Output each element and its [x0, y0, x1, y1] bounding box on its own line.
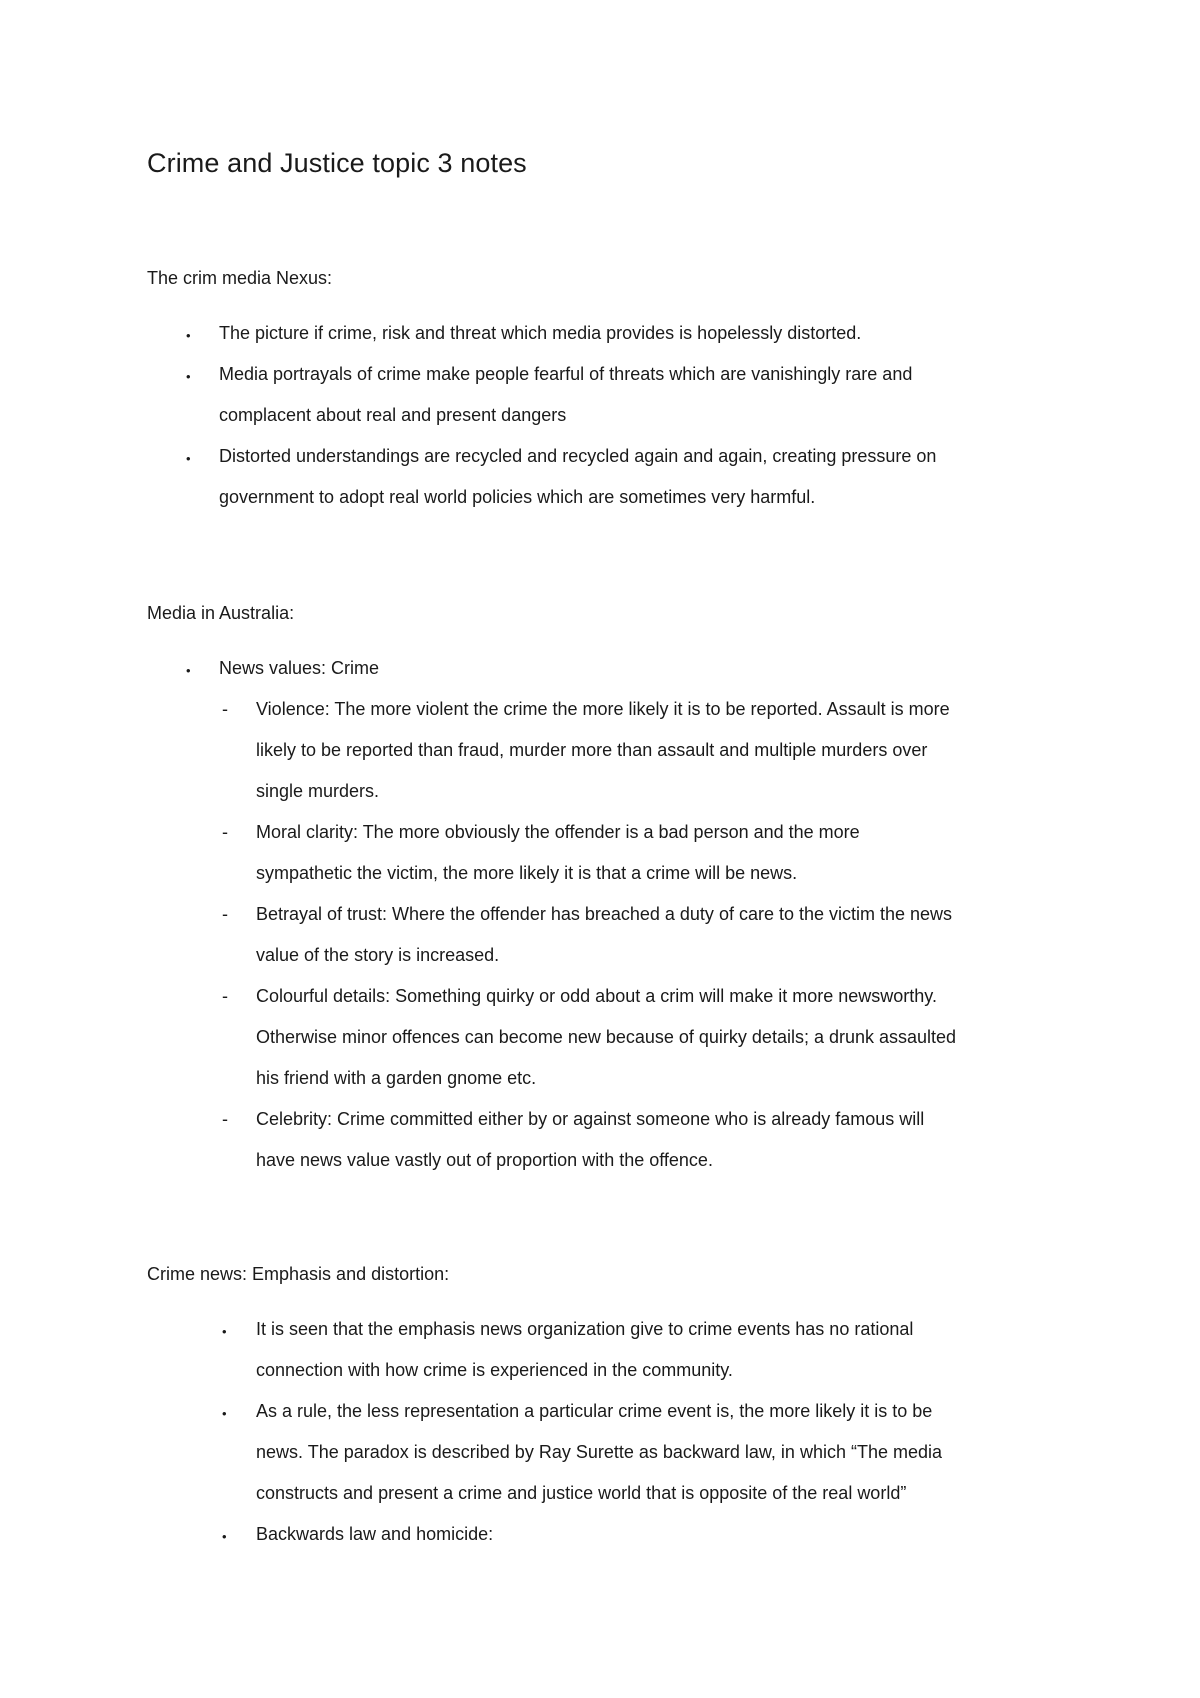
- bullet-marker: •: [186, 369, 191, 384]
- list-item-line: constructs and present a crime and justice world that is opposite of the real world”: [256, 1483, 907, 1503]
- dash-marker: -: [222, 904, 228, 924]
- list-item-line: News values: Crime: [219, 658, 380, 678]
- list-item-line: The picture if crime, risk and threat which media provides is hopelessly distorted.: [219, 323, 862, 343]
- sub-item-line: have news value vastly out of proportion with the offence.: [256, 1150, 713, 1170]
- sub-item-line: Colourful details: Something quirky or odd about a crim will make it more newsworthy.: [256, 986, 937, 1006]
- section-heading-media-in-australia: Media in Australia:: [147, 603, 295, 623]
- bullet-marker: •: [186, 451, 191, 466]
- sub-item-line: Celebrity: Crime committed either by or against someone who is already famous will: [256, 1109, 925, 1129]
- list-item-line: connection with how crime is experienced in the community.: [256, 1360, 733, 1380]
- sub-item-line: value of the story is increased.: [256, 945, 500, 965]
- sub-item-line: likely to be reported than fraud, murder more than assault and multiple murders over: [256, 740, 928, 760]
- dash-marker: -: [222, 822, 228, 842]
- sub-item-line: Betrayal of trust: Where the offender has breached a duty of care to the victim the news: [256, 904, 953, 924]
- sub-item-line: Moral clarity: The more obviously the offender is a bad person and the more: [256, 822, 860, 842]
- sub-item-line: single murders.: [256, 781, 380, 801]
- bullet-marker: •: [186, 663, 191, 678]
- bullet-marker: •: [222, 1406, 227, 1421]
- bullet-marker: •: [222, 1324, 227, 1339]
- list-item-line: As a rule, the less representation a particular crime event is, the more likely it is to be: [256, 1401, 933, 1421]
- bullet-marker: •: [222, 1529, 227, 1544]
- bullet-marker: •: [186, 328, 191, 343]
- sub-item-line: sympathetic the victim, the more likely it is that a crime will be news.: [256, 863, 798, 883]
- document-title: Crime and Justice topic 3 notes: [147, 148, 527, 178]
- list-item-line: Distorted understandings are recycled and recycled again and again, creating pressure on: [219, 446, 937, 466]
- dash-marker: -: [222, 1109, 228, 1129]
- list-item-line: complacent about real and present dangers: [219, 405, 567, 425]
- sub-item-line: his friend with a garden gnome etc.: [256, 1068, 537, 1088]
- dash-marker: -: [222, 986, 228, 1006]
- list-item-line: government to adopt real world policies which are sometimes very harmful.: [219, 487, 816, 507]
- section-heading-crime-news: Crime news: Emphasis and distortion:: [147, 1264, 450, 1284]
- list-item-line: Backwards law and homicide:: [256, 1524, 494, 1544]
- list-item-line: Media portrayals of crime make people fearful of threats which are vanishingly rare and: [219, 364, 913, 384]
- dash-marker: -: [222, 699, 228, 719]
- list-item-line: news. The paradox is described by Ray Surette as backward law, in which “The media: [256, 1442, 943, 1462]
- sub-item-line: Violence: The more violent the crime the more likely it is to be reported. Assault is more: [256, 699, 950, 719]
- list-item-line: It is seen that the emphasis news organization give to crime events has no rational: [256, 1319, 914, 1339]
- section-heading-crim-media-nexus: The crim media Nexus:: [147, 268, 333, 288]
- sub-item-line: Otherwise minor offences can become new because of quirky details; a drunk assaulted: [256, 1027, 957, 1047]
